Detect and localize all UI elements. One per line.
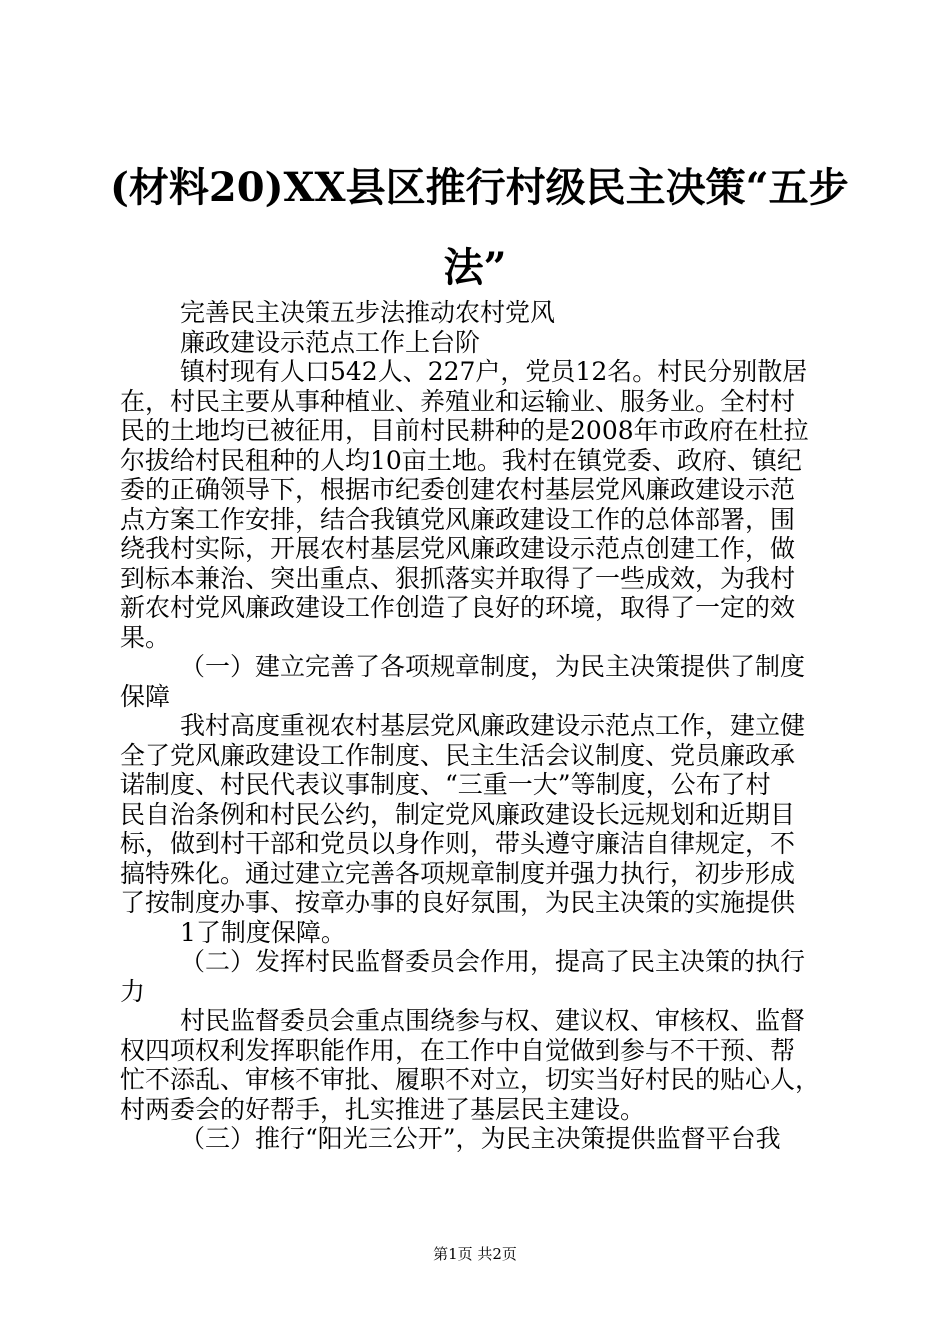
body-line: 尔拔给村民租种的人均10亩土地。我村在镇党委、政府、镇纪 [120,446,802,475]
body-line: 新农村党风廉政建设工作创造了良好的环境，取得了一定的效 [120,593,796,622]
body-line: 廉政建设示范点工作上台阶 [180,328,481,357]
body-line: 全了党风廉政建设工作制度、民主生活会议制度、党员廉政承 [120,741,796,770]
section-heading: 力 [120,977,146,1006]
body-line: 权四项权利发挥职能作用，在工作中自觉做到参与不干预、帮 [120,1036,796,1065]
body-line: 到标本兼治、突出重点、狠抓落实并取得了一些成效，为我村 [120,564,796,593]
body-line: 镇村现有人口542人、227户，党员12名。村民分别散居 [180,357,808,386]
body-line: 标，做到村干部和党员以身作则，带头遵守廉洁自律规定，不 [120,829,796,858]
body-line: 完善民主决策五步法推动农村党风 [180,298,556,327]
body-line: 村民监督委员会重点围绕参与权、建议权、审核权、监督 [180,1006,806,1035]
section-heading: 保障 [120,682,171,711]
body-line: 绕我村实际，开展农村基层党风廉政建设示范点创建工作，做 [120,534,796,563]
body-line: 点方案工作安排，结合我镇党风廉政建设工作的总体部署，围 [120,505,796,534]
body-line: 果。 [120,623,171,652]
body-line: 委的正确领导下，根据市纪委创建农村基层党风廉政建设示范 [120,475,796,504]
document-title-line-2: 法” [443,244,507,291]
section-heading: （二）发挥村民监督委员会作用，提高了民主决策的执行 [180,947,806,976]
body-line: 1了制度保障。 [180,918,346,947]
section-heading: （三）推行“阳光三公开”，为民主决策提供监督平台我 [180,1124,781,1153]
document-title-line-1: (材料20)XX县区推行村级民主决策“五步 [110,164,849,211]
section-heading: （一）建立完善了各项规章制度，为民主决策提供了制度 [180,652,806,681]
body-line: 搞特殊化。通过建立完善各项规章制度并强力执行，初步形成 [120,859,796,888]
body-line: 村两委会的好帮手，扎实推进了基层民主建设。 [120,1095,646,1124]
body-line: 在，村民主要从事种植业、养殖业和运输业、服务业。全村村 [120,387,796,416]
body-line: 民自治条例和村民公约，制定党风廉政建设长远规划和近期目 [120,800,796,829]
body-line: 我村高度重视农村基层党风廉政建设示范点工作，建立健 [180,711,806,740]
body-line: 诺制度、村民代表议事制度、“三重一大”等制度，公布了村 [120,770,771,799]
body-line: 忙不添乱、审核不审批、履职不对立，切实当好村民的贴心人， [120,1065,821,1094]
page-number-footer: 第1页 共2页 [433,1245,517,1263]
body-line: 了按制度办事、按章办事的良好氛围，为民主决策的实施提供 [120,888,796,917]
body-line: 民的土地均已被征用，目前村民耕种的是2008年市政府在杜拉 [120,416,809,445]
